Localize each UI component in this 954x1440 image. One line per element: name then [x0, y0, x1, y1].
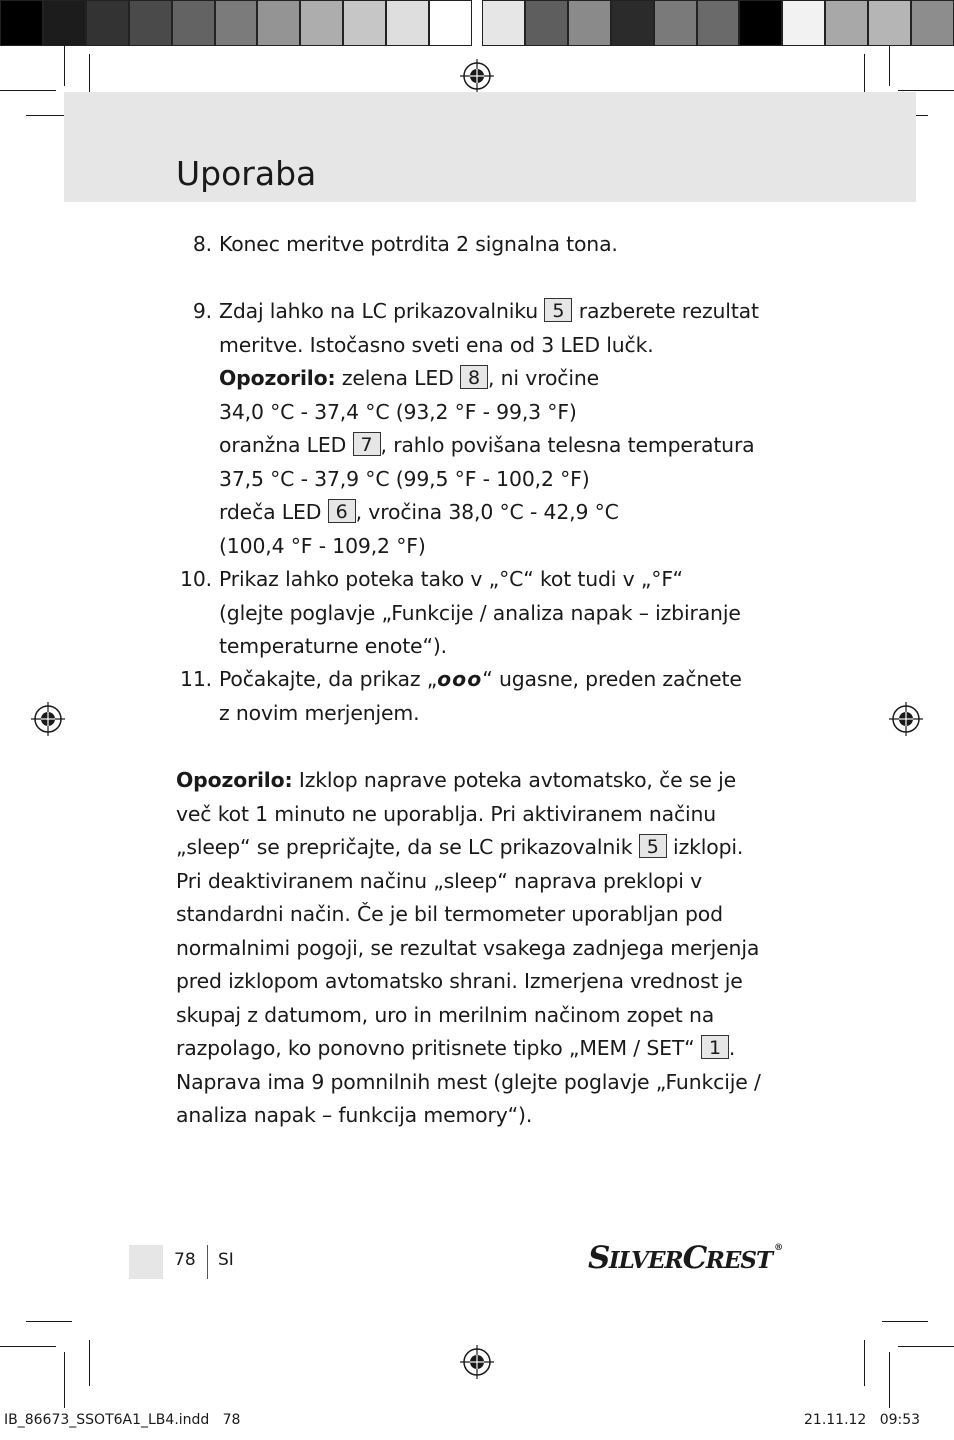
crop-mark [864, 1340, 865, 1386]
registration-mark-icon [460, 59, 494, 93]
color-swatch [525, 0, 568, 46]
registration-mark-icon [460, 1345, 494, 1379]
page-title: Uporaba [176, 154, 317, 193]
crop-mark [882, 1321, 928, 1322]
color-swatch [739, 0, 782, 46]
note-text: . [728, 1036, 736, 1060]
note-text: več kot 1 minuto ne uporablja. Pri aktiviranem načinu [176, 801, 717, 826]
color-swatch [43, 0, 86, 46]
color-swatch [386, 0, 429, 46]
step-text: rdeča LED [219, 500, 322, 524]
reference-number: 5 [544, 298, 572, 322]
step-text: , ni vročine [488, 366, 600, 390]
color-swatch [300, 0, 343, 46]
note-text: razpolago, ko ponovno pritisnete tipko „MEM / SET“ [176, 1036, 695, 1060]
date-slug: 21.11.12 09:53 [804, 1412, 921, 1428]
crop-mark [0, 1346, 56, 1347]
color-swatch [911, 0, 954, 46]
note-text: Naprava ima 9 pomnilnih mest (glejte poglavje „Funkcije / [176, 1069, 761, 1094]
file-slug: IB_86673_SSOT6A1_LB4.indd 78 [4, 1412, 241, 1428]
step-text: Počakajte, da prikaz „ [219, 667, 438, 691]
step-number: 11. [180, 667, 212, 691]
color-swatch [611, 0, 654, 46]
display-symbol: ooo [437, 667, 483, 691]
color-swatch [825, 0, 868, 46]
color-swatch [429, 0, 472, 46]
crop-mark [889, 46, 890, 86]
step-number: 9. [192, 299, 212, 323]
note-text: pred izklopom avtomatsko shrani. Izmerjena vrednost je [176, 969, 743, 993]
reference-number: 8 [460, 365, 488, 389]
step-text: oranžna LED [219, 433, 347, 457]
color-swatch [86, 0, 129, 46]
color-swatch [0, 0, 43, 46]
footer-divider [207, 1245, 208, 1279]
color-swatch [257, 0, 300, 46]
registration-mark-icon [31, 702, 65, 736]
reference-number: 5 [639, 834, 667, 858]
step-text: Konec meritve potrdita 2 signalna tona. [219, 232, 618, 256]
crop-mark [898, 90, 954, 91]
color-swatch [654, 0, 697, 46]
step-text: temperaturne enote“). [219, 634, 447, 658]
color-swatch [343, 0, 386, 46]
note-paragraph [176, 764, 796, 1133]
note-text: Pri deaktiviranem načinu „sleep“ naprava preklopi v [176, 868, 703, 893]
color-swatch [129, 0, 172, 46]
color-swatch [172, 0, 215, 46]
note-label: Opozorilo: [219, 366, 336, 390]
note-label: Opozorilo: [176, 768, 293, 792]
registration-mark-icon [889, 702, 923, 736]
color-strip-right [482, 0, 954, 46]
step-number: 8. [192, 232, 212, 256]
language-code: SI [218, 1250, 234, 1270]
color-swatch [215, 0, 258, 46]
step-text: , vročina 38,0 °C - 42,9 °C [355, 500, 619, 524]
crop-mark [89, 1340, 90, 1386]
step-text: meritve. Istočasno sveti ena od 3 LED lučk. [219, 332, 654, 357]
note-text: skupaj z datumom, uro in merilnim načinom zopet na [176, 1002, 715, 1027]
step-text: Prikaz lahko poteka tako v „°C“ kot tudi v „°F“ [219, 567, 683, 591]
note-text: „sleep“ se prepričajte, da se LC prikazovalnik [176, 835, 633, 859]
crop-mark [64, 46, 65, 86]
color-swatch [868, 0, 911, 46]
color-swatch [782, 0, 825, 46]
reference-number: 7 [353, 432, 381, 456]
step-text: 37,5 °C - 37,9 °C (99,5 °F - 100,2 °F) [219, 466, 590, 491]
color-swatch [482, 0, 525, 46]
brand-logo: SILVERCREST ® [588, 1240, 782, 1276]
color-swatch [568, 0, 611, 46]
reference-number: 6 [328, 499, 356, 523]
color-strip-left [0, 0, 472, 46]
step-text: (glejte poglavje „Funkcije / analiza napak – izbiranje [219, 600, 741, 625]
crop-mark [898, 1346, 954, 1347]
step-text: 34,0 °C - 37,4 °C (93,2 °F - 99,3 °F) [219, 399, 577, 424]
note-text: Izklop naprave poteka avtomatsko, če se je [292, 768, 736, 792]
step-text: “ ugasne, preden začnete [482, 667, 742, 691]
step-text: razberete rezultat [578, 299, 759, 323]
note-text: standardni način. Če je bil termometer uporabljan pod [176, 902, 723, 926]
note-text: izklopi. [666, 835, 744, 859]
step-text: (100,4 °F - 109,2 °F) [219, 533, 426, 558]
step-number: 10. [180, 567, 212, 591]
step-text: z novim merjenjem. [219, 700, 420, 725]
page-number: 78 [174, 1250, 196, 1270]
footer-tab [129, 1245, 163, 1279]
color-swatch [697, 0, 740, 46]
crop-mark [0, 90, 56, 91]
note-text: normalnimi pogoji, se rezultat vsakega zadnjega merjenja [176, 935, 760, 960]
note-text: analiza napak – funkcija memory“). [176, 1103, 533, 1127]
reference-number: 1 [701, 1035, 729, 1059]
step-text: , rahlo povišana telesna temperatura [380, 433, 755, 457]
step-text: Zdaj lahko na LC prikazovalniku [219, 299, 539, 323]
crop-mark [889, 1352, 890, 1408]
crop-mark [26, 1321, 72, 1322]
step-text: zelena LED [335, 366, 454, 390]
crop-mark [64, 1352, 65, 1408]
